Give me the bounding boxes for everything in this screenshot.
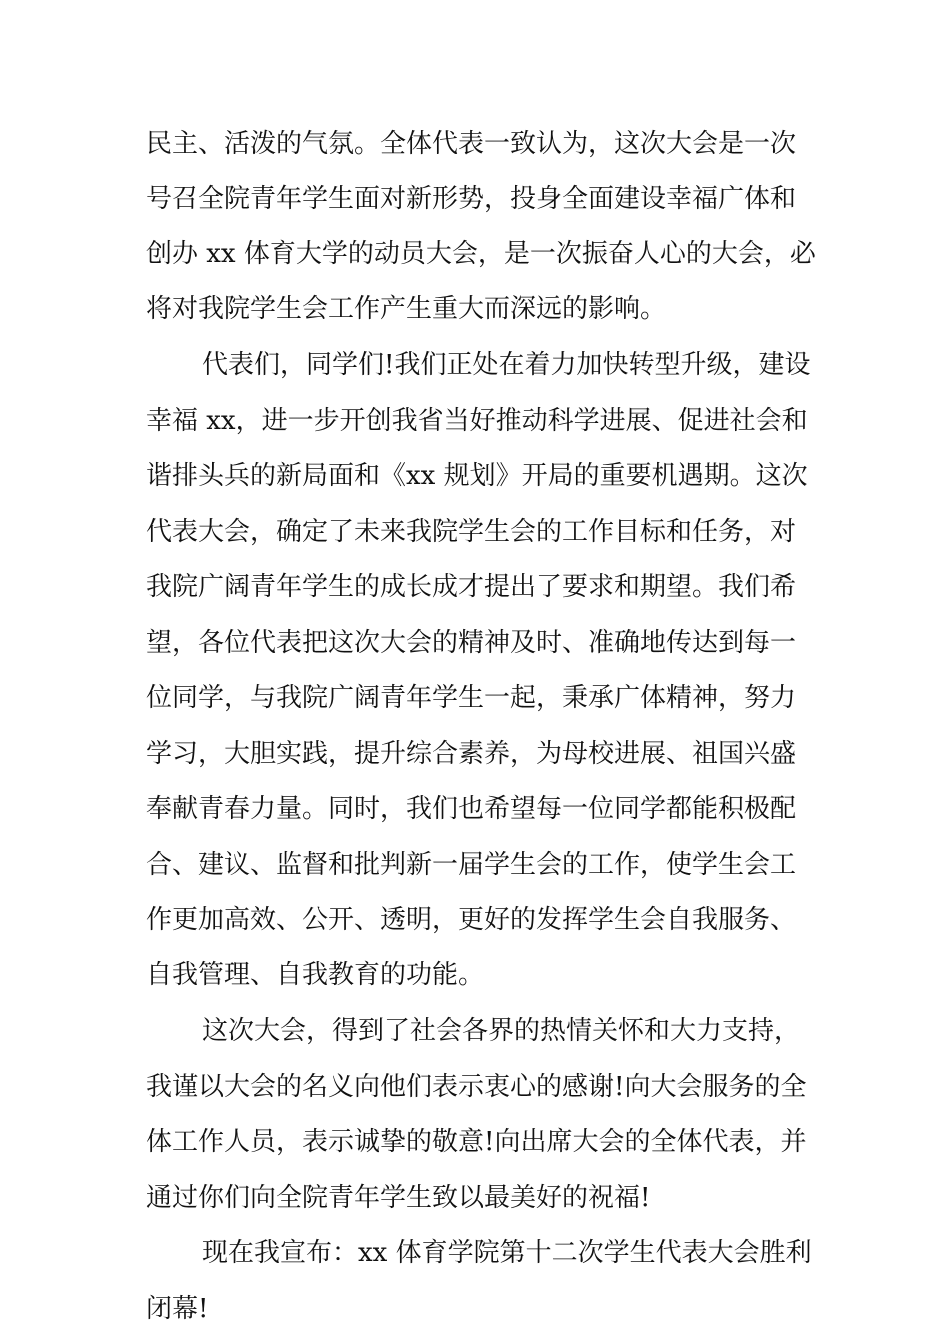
paragraph-first-line: 这次大会，得到了社会各界的热情关怀和大力支持， bbox=[202, 1016, 801, 1046]
text-line: 合、建议、监督和批判新一届学生会的工作，使学生会工 bbox=[146, 850, 797, 880]
text-line: 民主、活泼的气氛。全体代表一致认为，这次大会是一次 bbox=[146, 129, 797, 159]
text-line: 我院广阔青年学生的成长成才提出了要求和期望。我们希 bbox=[146, 572, 797, 602]
text-line: 创办 xx 体育大学的动员大会，是一次振奋人心的大会，必 bbox=[146, 239, 816, 269]
text-line: 奉献青春力量。同时，我们也希望每一位同学都能积极配 bbox=[146, 794, 797, 824]
text-line: 通过你们向全院青年学生致以最美好的祝福! bbox=[146, 1183, 651, 1213]
paragraph-first-line: 代表们，同学们!我们正处在着力加快转型升级，建设 bbox=[202, 350, 811, 380]
text-line: 幸福 xx，进一步开创我省当好推动科学进展、促进社会和 bbox=[146, 406, 808, 436]
text-line: 代表大会，确定了未来我院学生会的工作目标和任务，对 bbox=[146, 517, 797, 547]
text-line: 闭幕! bbox=[146, 1294, 209, 1324]
paragraph-first-line: 现在我宣布：xx 体育学院第十二次学生代表大会胜利 bbox=[202, 1238, 812, 1268]
text-line: 自我管理、自我教育的功能。 bbox=[146, 960, 485, 990]
text-line: 体工作人员，表示诚挚的敬意!向出席大会的全体代表，并 bbox=[146, 1127, 807, 1157]
text-line: 作更加高效、公开、透明，更好的发挥学生会自我服务、 bbox=[146, 905, 797, 935]
text-line: 将对我院学生会工作产生重大而深远的影响。 bbox=[146, 294, 667, 324]
text-line: 望，各位代表把这次大会的精神及时、准确地传达到每一 bbox=[146, 628, 797, 658]
text-line: 学习，大胆实践，提升综合素养，为母校进展、祖国兴盛 bbox=[146, 739, 797, 769]
text-line: 位同学，与我院广阔青年学生一起，秉承广体精神，努力 bbox=[146, 683, 797, 713]
text-line: 我谨以大会的名义向他们表示衷心的感谢!向大会服务的全 bbox=[146, 1072, 807, 1102]
text-line: 号召全院青年学生面对新形势，投身全面建设幸福广体和 bbox=[146, 184, 797, 214]
text-line: 谐排头兵的新局面和《xx 规划》开局的重要机遇期。这次 bbox=[146, 461, 808, 491]
